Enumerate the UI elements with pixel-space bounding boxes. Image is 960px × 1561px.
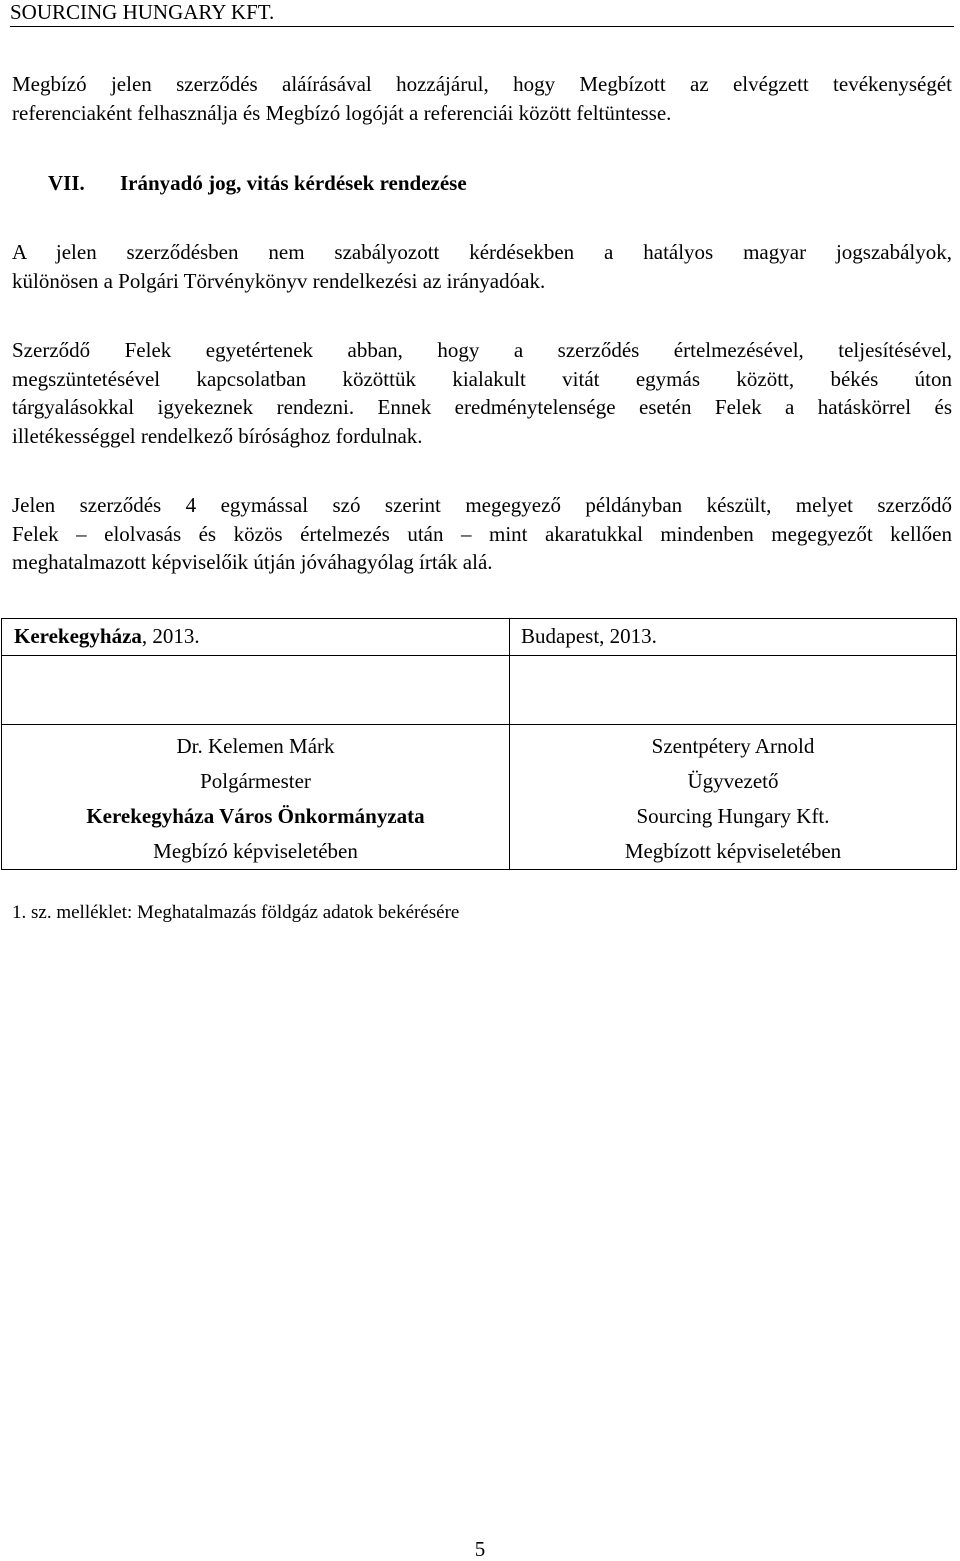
copies-line: Jelen szerződés 4 egymással szó szerint megegyező példányban készült, melyet szerződő bbox=[12, 493, 952, 517]
intro-line: referenciaként felhasználja és Megbízó logóját a referenciái között feltüntesse. bbox=[12, 100, 672, 125]
left-place-year: , 2013. bbox=[141, 624, 200, 648]
law-paragraph bbox=[12, 238, 952, 295]
copies-line: meghatalmazott képviselőik útján jóváhagyólag írták alá. bbox=[12, 550, 493, 574]
copies-line: Felek – elolvasás és közös értelmezés után – mint akaratukkal mindenben megegyezőt kellően bbox=[12, 521, 952, 546]
dispute-line: Szerződő Felek egyetértenek abban, hogy a szerződés értelmezésével, teljesítésével, bbox=[12, 338, 952, 362]
signature-space-row bbox=[2, 656, 957, 725]
section-number: VII. bbox=[48, 171, 85, 195]
left-signatory-title: Polgármester bbox=[200, 769, 311, 793]
section-title: Irányadó jog, vitás kérdések rendezése bbox=[120, 171, 467, 195]
left-place-name: Kerekegyháza bbox=[14, 624, 142, 648]
left-place-cell bbox=[2, 619, 510, 656]
left-signatory-role: Megbízó képviseletében bbox=[153, 839, 358, 863]
page-number: 5 bbox=[474, 1537, 486, 1561]
left-signature-space bbox=[2, 656, 510, 725]
law-line: A jelen szerződésben nem szabályozott kérdésekben a hatályos magyar jogszabályok, bbox=[12, 240, 952, 264]
intro-line: Megbízó jelen szerződés aláírásával hozzájárul, hogy Megbízott az elvégzett tevékenységét bbox=[12, 72, 952, 96]
right-place: Budapest, 2013. bbox=[521, 624, 657, 648]
right-signatory-organization: Sourcing Hungary Kft. bbox=[636, 804, 830, 828]
law-line: különösen a Polgári Törvénykönyv rendelkezési az irányadóak. bbox=[12, 268, 546, 293]
dispute-line: megszüntetésével kapcsolatban közöttük kialakult vitát egymás között, békés úton bbox=[12, 366, 952, 391]
signature-table bbox=[1, 618, 957, 870]
section-heading bbox=[48, 169, 467, 197]
page-header bbox=[10, 0, 954, 27]
header-company-name: SOURCING HUNGARY KFT. bbox=[10, 0, 275, 24]
dispute-line: tárgyalásokkal igyekeznek rendezni. Ennek eredménytelensége esetén Felek a hatáskörrel és bbox=[12, 395, 952, 419]
dispute-line: illetékességgel rendelkező bírósághoz fordulnak. bbox=[12, 423, 423, 448]
right-signatory-name: Szentpétery Arnold bbox=[651, 734, 815, 758]
intro-paragraph bbox=[12, 70, 952, 127]
signatory-row bbox=[2, 725, 957, 870]
right-signatory-role: Megbízott képviseletében bbox=[624, 839, 842, 863]
right-place-cell bbox=[510, 619, 957, 656]
copies-paragraph bbox=[12, 491, 952, 577]
right-signatory-title: Ügyvezető bbox=[687, 769, 779, 793]
place-row bbox=[2, 619, 957, 656]
left-signatory-block bbox=[2, 725, 510, 870]
attachment-note: 1. sz. melléklet: Meghatalmazás földgáz adatok bekérésére bbox=[12, 902, 460, 923]
right-signatory-block bbox=[510, 725, 957, 870]
right-signature-space bbox=[510, 656, 957, 725]
left-signatory-name: Dr. Kelemen Márk bbox=[176, 734, 335, 758]
dispute-paragraph bbox=[12, 336, 952, 450]
left-signatory-organization: Kerekegyháza Város Önkormányzata bbox=[86, 804, 425, 828]
